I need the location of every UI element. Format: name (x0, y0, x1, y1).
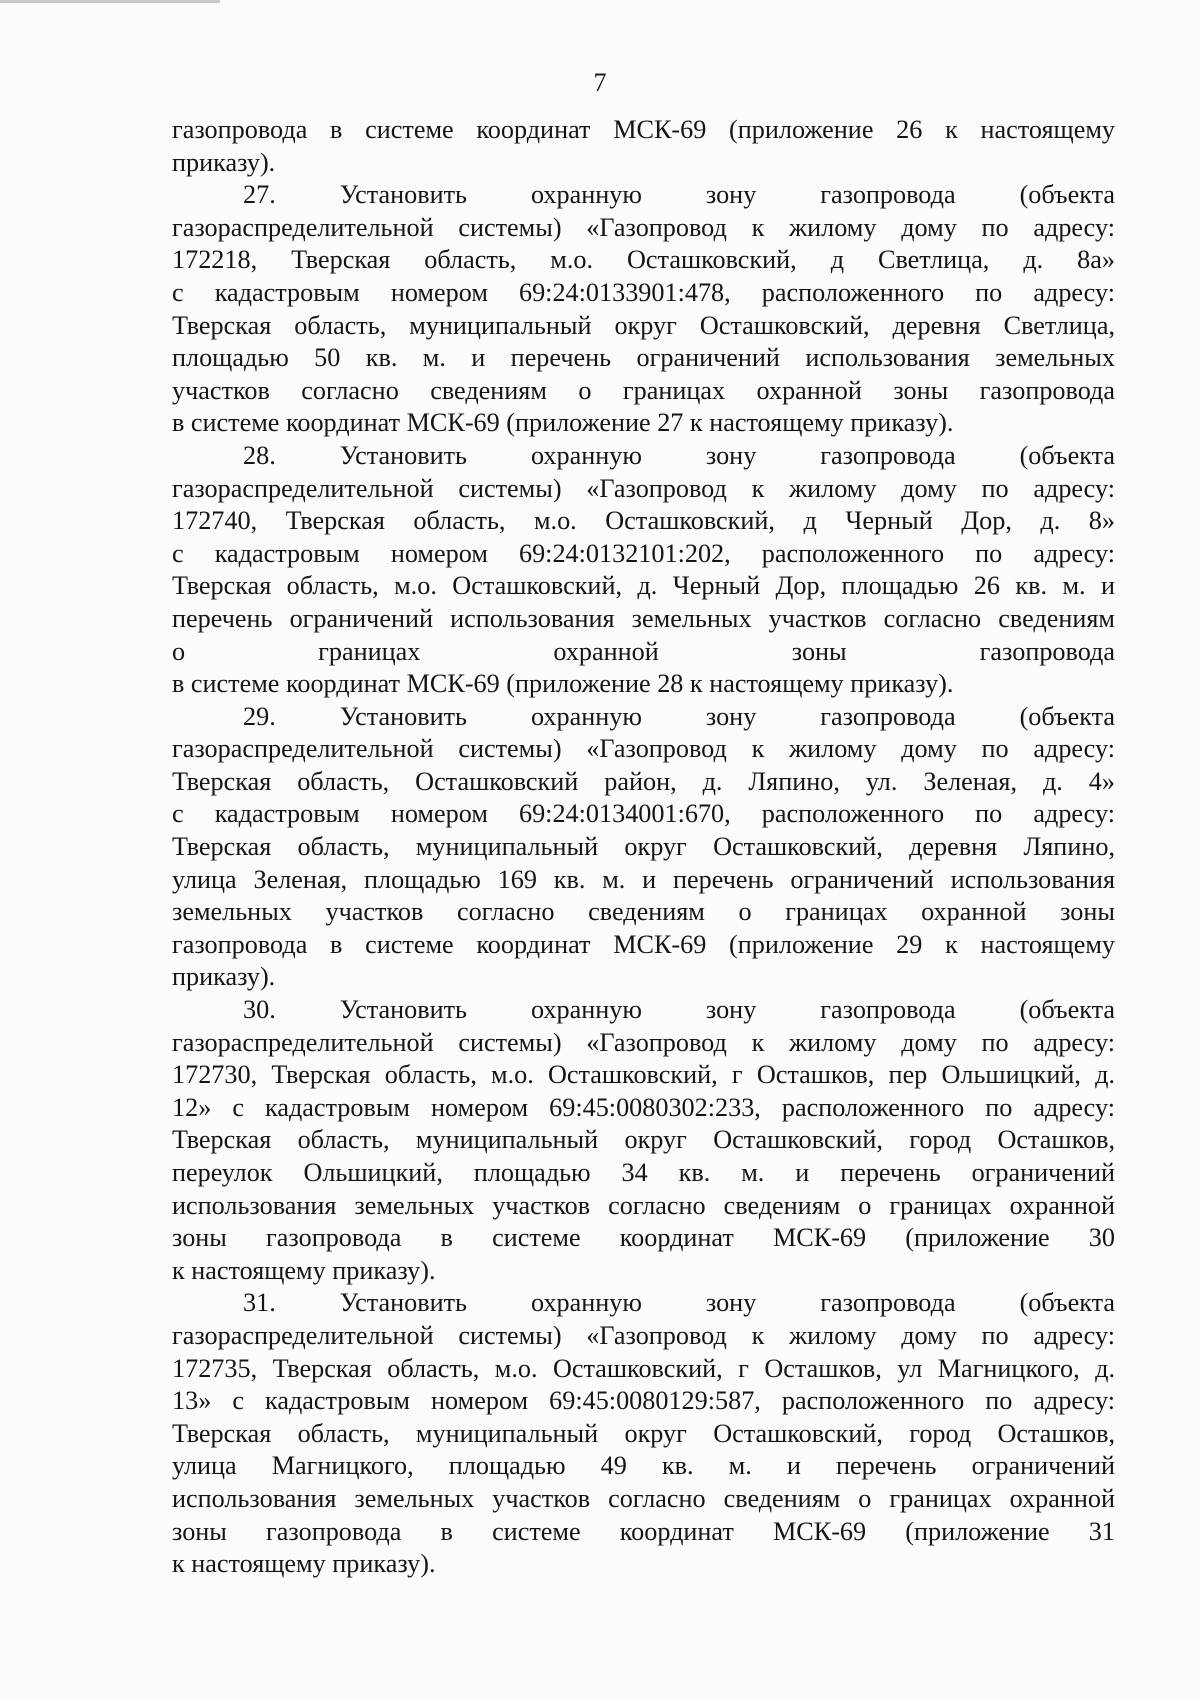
text-line: 172735, Тверская область, м.о. Осташковский, г Осташков, ул Магницкого, д. (172, 1353, 1115, 1383)
text-line: 172740, Тверская область, м.о. Осташковский, д Черный Дор, д. 8» (172, 506, 1115, 536)
text-line: к настоящему приказу). (172, 1255, 436, 1285)
text-line: площадью 50 кв. м. и перечень ограничений использования земельных (172, 343, 1115, 373)
paragraph-first-line: 27. Установить охранную зону газопровода (объекта (243, 180, 1115, 210)
text-line: газораспределительной системы) «Газопровод к жилому дому по адресу: (172, 1027, 1115, 1057)
page-number: 7 (593, 68, 607, 97)
text-line: с кадастровым номером 69:24:0133901:478, расположенного по адресу: (172, 277, 1115, 307)
text-line: земельных участков согласно сведениям о границах охранной зоны (172, 897, 1115, 927)
paragraph-first-line: 31. Установить охранную зону газопровода (объекта (243, 1288, 1115, 1318)
text-line: Тверская область, муниципальный округ Осташковский, деревня Светлица, (172, 310, 1115, 340)
text-line: с кадастровым номером 69:24:0134001:670, расположенного по адресу: (172, 799, 1115, 829)
document-body (172, 114, 1115, 1581)
text-line: газораспределительной системы) «Газопровод к жилому дому по адресу: (172, 473, 1115, 503)
text-line: участков согласно сведениям о границах охранной зоны газопровода (172, 375, 1115, 405)
text-line: к настоящему приказу). (172, 1549, 436, 1579)
text-line: газораспределительной системы) «Газопровод к жилому дому по адресу: (172, 734, 1115, 764)
text-line: зоны газопровода в системе координат МСК-69 (приложение 30 (172, 1223, 1115, 1253)
text-line: 13» с кадастровым номером 69:45:0080129:587, расположенного по адресу: (172, 1386, 1115, 1416)
text-line: газораспределительной системы) «Газопровод к жилому дому по адресу: (172, 1320, 1115, 1350)
paragraph-first-line: 29. Установить охранную зону газопровода (объекта (243, 701, 1115, 731)
text-line: Тверская область, муниципальный округ Осташковский, город Осташков, (172, 1418, 1115, 1448)
text-line: приказу). (172, 147, 276, 177)
paragraph-first-line: 28. Установить охранную зону газопровода (объекта (243, 440, 1115, 470)
text-line: в системе координат МСК-69 (приложение 27 к настоящему приказу). (172, 408, 954, 438)
text-line: использования земельных участков согласно сведениям о границах охранной (172, 1190, 1115, 1220)
text-line: перечень ограничений использования земельных участков согласно сведениям (172, 603, 1115, 633)
text-line: газопровода в системе координат МСК-69 (приложение 29 к настоящему (172, 929, 1115, 959)
text-line: Тверская область, муниципальный округ Осташковский, город Осташков, (172, 1125, 1115, 1155)
text-line: о границах охранной зоны газопровода (172, 636, 1115, 666)
text-line: Тверская область, муниципальный округ Осташковский, деревня Ляпино, (172, 832, 1115, 862)
text-line: 172218, Тверская область, м.о. Осташковский, д Светлица, д. 8а» (172, 245, 1115, 275)
text-line: улица Магницкого, площадью 49 кв. м. и перечень ограничений (172, 1451, 1115, 1481)
text-line: приказу). (172, 962, 276, 992)
text-line: переулок Ольшицкий, площадью 34 кв. м. и перечень ограничений (172, 1158, 1115, 1187)
text-line: газораспределительной системы) «Газопровод к жилому дому по адресу: (172, 212, 1115, 242)
text-line: с кадастровым номером 69:24:0132101:202, расположенного по адресу: (172, 538, 1115, 568)
text-line: улица Зеленая, площадью 169 кв. м. и перечень ограничений использования (172, 864, 1115, 894)
text-line: Тверская область, м.о. Осташковский, д. Черный Дор, площадью 26 кв. м. и (172, 571, 1115, 601)
paragraph-first-line: 30. Установить охранную зону газопровода (объекта (243, 995, 1115, 1025)
text-line: Тверская область, Осташковский район, д. Ляпино, ул. Зеленая, д. 4» (172, 766, 1115, 796)
text-line: использования земельных участков согласно сведениям о границах охранной (172, 1483, 1115, 1513)
scan-edge-mark (0, 0, 220, 3)
text-line: 12» с кадастровым номером 69:45:0080302:233, расположенного по адресу: (172, 1092, 1115, 1122)
text-line: газопровода в системе координат МСК-69 (приложение 26 к настоящему (172, 115, 1115, 144)
text-line: 172730, Тверская область, м.о. Осташковский, г Осташков, пер Ольшицкий, д. (172, 1060, 1115, 1090)
text-line: в системе координат МСК-69 (приложение 28 к настоящему приказу). (172, 669, 954, 699)
text-line: зоны газопровода в системе координат МСК-69 (приложение 31 (172, 1516, 1115, 1546)
